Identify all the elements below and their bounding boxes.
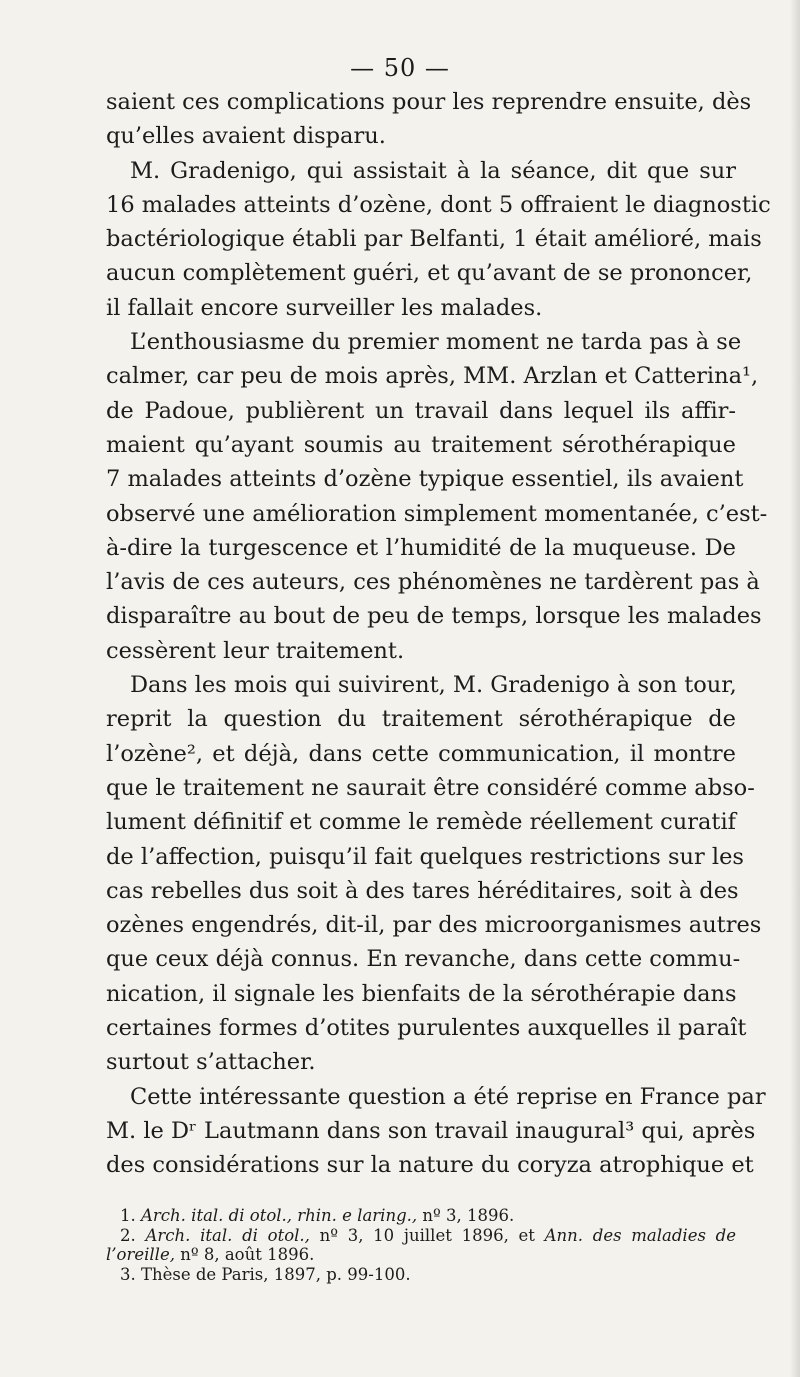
footnote-number: 2. [120, 1225, 136, 1245]
text-line: qu’elles avaient disparu. [106, 123, 386, 150]
footnote-source: l’oreille, [106, 1245, 175, 1264]
text-line: aucun complètement guéri, et qu’avant de se prononcer, [106, 260, 753, 287]
footnote-2 [106, 1226, 736, 1246]
text-line: M. le Dʳ Lautmann dans son travail inaugural³ qui, après [106, 1117, 756, 1144]
text-line: lument définitif et comme le remède réellement curatif [106, 809, 736, 836]
text-line: nication, il signale les bienfaits de la sérothérapie dans [106, 980, 737, 1007]
text-line: de l’affection, puisqu’il fait quelques restrictions sur les [106, 843, 744, 870]
text-line: à-dire la turgescence et l’humidité de la muqueuse. De [106, 534, 736, 561]
text-line: l’ozène², et déjà, dans cette communication, il montre [106, 740, 736, 767]
page-edge-shadow [790, 0, 800, 1377]
text-line: Dans les mois qui suivirent, M. Gradenigo à son tour, [130, 672, 737, 699]
footnote-source: Arch. ital. di otol., [145, 1225, 310, 1245]
footnote-number: 1. [120, 1206, 136, 1225]
text-line: L’enthousiasme du premier moment ne tarda pas à se [130, 329, 742, 356]
text-line: certaines formes d’otites purulentes auxquelles il paraît [106, 1015, 747, 1042]
text-line: observé une amélioration simplement momentanée, c’est- [106, 500, 768, 527]
text-line: que ceux déjà connus. En revanche, dans cette commu- [106, 946, 741, 973]
text-line: saient ces complications pour les reprendre ensuite, dès [106, 89, 752, 115]
footnote-source: Arch. ital. di otol., rhin. e laring., [141, 1206, 418, 1225]
text-line: ozènes engendrés, dit-il, par des microorganismes autres [106, 912, 762, 939]
page-number: — 50 — [350, 54, 450, 82]
text-line: 7 malades atteints d’ozène typique essentiel, ils avaient [106, 466, 744, 493]
text-line: 16 malades atteints d’ozène, dont 5 offraient le diagnostic [106, 191, 771, 218]
text-line: cas rebelles dus soit à des tares héréditaires, soit à des [106, 877, 739, 904]
footnote-1 [106, 1206, 736, 1226]
text-line: que le traitement ne saurait être considéré comme abso- [106, 774, 755, 801]
text-line: Cette intéressante question a été reprise en France par [130, 1083, 766, 1110]
text-line: des considérations sur la nature du coryza atrophique et [106, 1152, 754, 1179]
footnote-3: 3. Thèse de Paris, 1897, p. 99-100. [120, 1264, 411, 1284]
main-text [106, 85, 771, 1183]
text-line: de Padoue, publièrent un travail dans lequel ils affir- [106, 397, 736, 424]
footnotes [106, 1206, 736, 1284]
text-line: bactériologique établi par Belfanti, 1 était amélioré, mais [106, 226, 762, 253]
text-line: maient qu’ayant soumis au traitement sérothérapique [106, 431, 736, 458]
footnote-text: nº 3, 1896. [422, 1206, 515, 1225]
text-line: l’avis de ces auteurs, ces phénomènes ne tardèrent pas à [106, 569, 760, 596]
text-line: calmer, car peu de mois après, MM. Arzlan et Catterina¹, [106, 363, 759, 390]
text-line: reprit la question du traitement sérothérapique de [106, 706, 736, 733]
footnote-source: Ann. des maladies de [544, 1225, 736, 1245]
footnote-2-continued [106, 1245, 736, 1265]
footnote-text: nº 3, 10 juillet 1896, et [319, 1225, 535, 1245]
text-line: il fallait encore surveiller les malades. [106, 294, 543, 321]
text-line: cessèrent leur traitement. [106, 637, 405, 664]
text-line: disparaître au bout de peu de temps, lorsque les malades [106, 603, 762, 630]
text-line: M. Gradenigo, qui assistait à la séance, dit que sur [130, 157, 736, 184]
text-line: surtout s’attacher. [106, 1049, 316, 1076]
footnote-text: nº 8, août 1896. [180, 1245, 315, 1264]
